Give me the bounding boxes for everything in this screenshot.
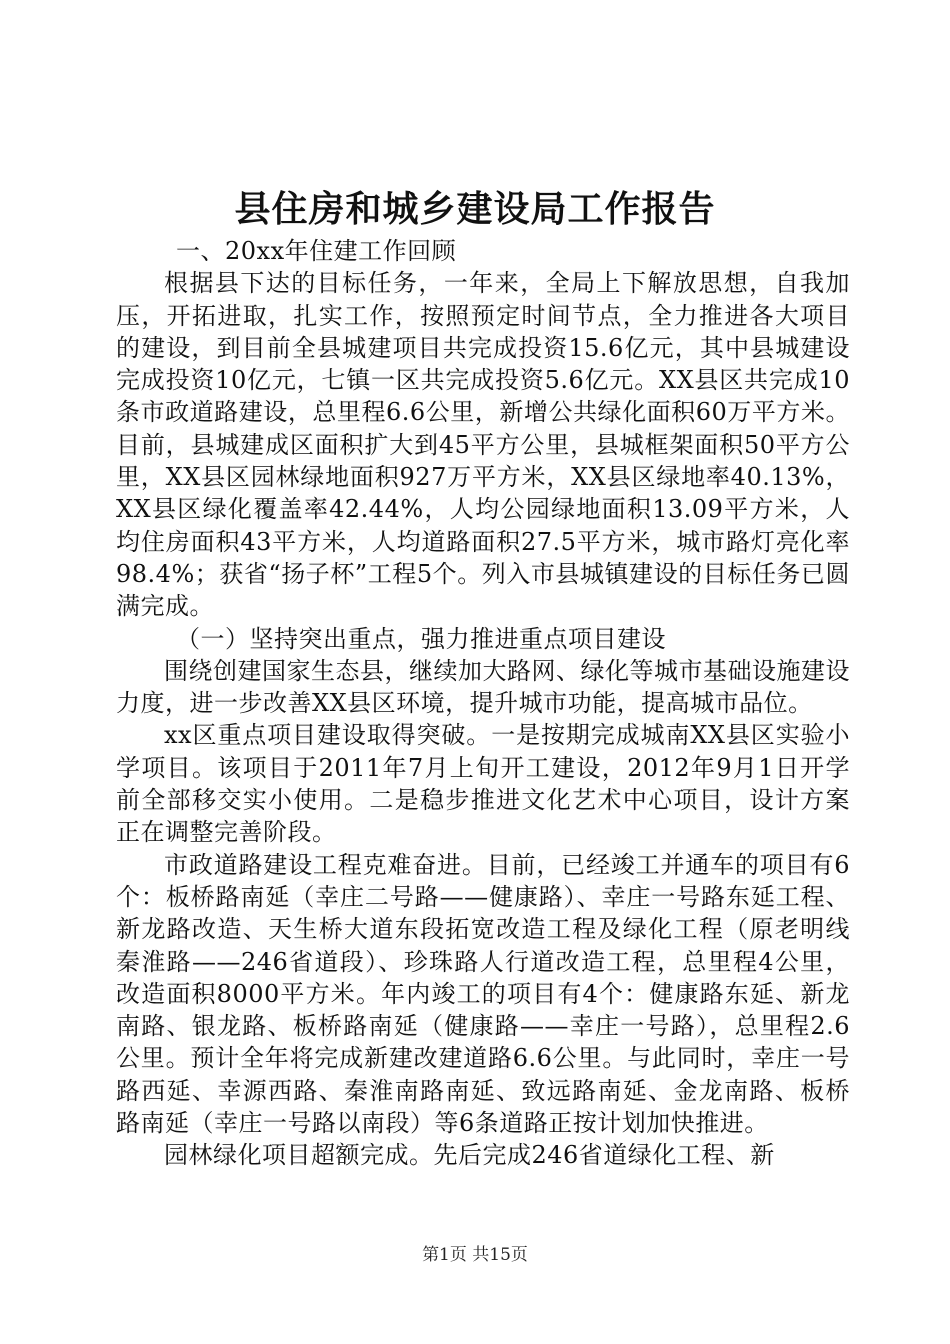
subsection-heading: （一）坚持突出重点，强力推进重点项目建设	[176, 624, 666, 653]
document-title: 县住房和城乡建设局工作报告	[234, 188, 716, 230]
section-heading: 一、20xx年住建工作回顾	[176, 237, 457, 265]
body-paragraph: 围绕创建国家生态县，继续加大路网、绿化等城市基础设施建设力度，进一步改善XX县区环境，提升城市功能，提高城市品位。	[116, 656, 850, 718]
body-paragraph: 根据县下达的目标任务，一年来，全局上下解放思想，自我加压，开拓进取，扎实工作，按照预定时间节点，全力推进各大项目的建设，到目前全县城建项目共完成投资15.6亿元，其中县城建设完成投资10亿元，七镇一区共完成投资5.6亿元。XX县区共完成10条市政道路建设，总里程6.6公里，新增公共绿化面积60万平方米。目前，县城建成区面积扩大到45平方公里，县城框架面积50平方公里，XX县区园林绿地面积927万平方米，XX县区绿地率40.13%，XX县区绿化覆盖率42.44%，人均公园绿地面积13.09平方米，人均住房面积43平方米，人均道路面积27.5平方米，城市路灯亮化率98.4%；获省“扬子杯”工程5个。列入市县城镇建设的目标任务已圆满完成。	[116, 269, 850, 621]
body-paragraph: xx区重点项目建设取得突破。一是按期完成城南XX县区实验小学项目。该项目于2011年7月上旬开工建设，2012年9月1日开学前全部移交实小使用。二是稳步推进文化艺术中心项目，设计方案正在调整完善阶段。	[116, 721, 850, 847]
document-body	[116, 235, 850, 1172]
body-paragraph: 园林绿化项目超额完成。先后完成246省道绿化工程、新	[164, 1141, 775, 1170]
body-paragraph: 市政道路建设工程克难奋进。目前，已经竣工并通车的项目有6个：板桥路南延（幸庄二号路——健康路）、幸庄一号路东延工程、新龙路改造、天生桥大道东段拓宽改造工程及绿化工程（原老明线秦淮路——246省道段）、珍珠路人行道改造工程，总里程4公里，改造面积8000平方米。年内竣工的项目有4个：健康路东延、新龙南路、银龙路、板桥路南延（健康路——幸庄一号路），总里程2.6公里。预计全年将完成新建改建道路6.6公里。与此同时，幸庄一号路西延、幸源西路、秦淮南路南延、致远路南延、金龙南路、板桥路南延（幸庄一号路以南段）等6条道路正按计划加快推进。	[116, 850, 850, 1138]
page-number-footer: 第1页 共15页	[422, 1245, 528, 1265]
